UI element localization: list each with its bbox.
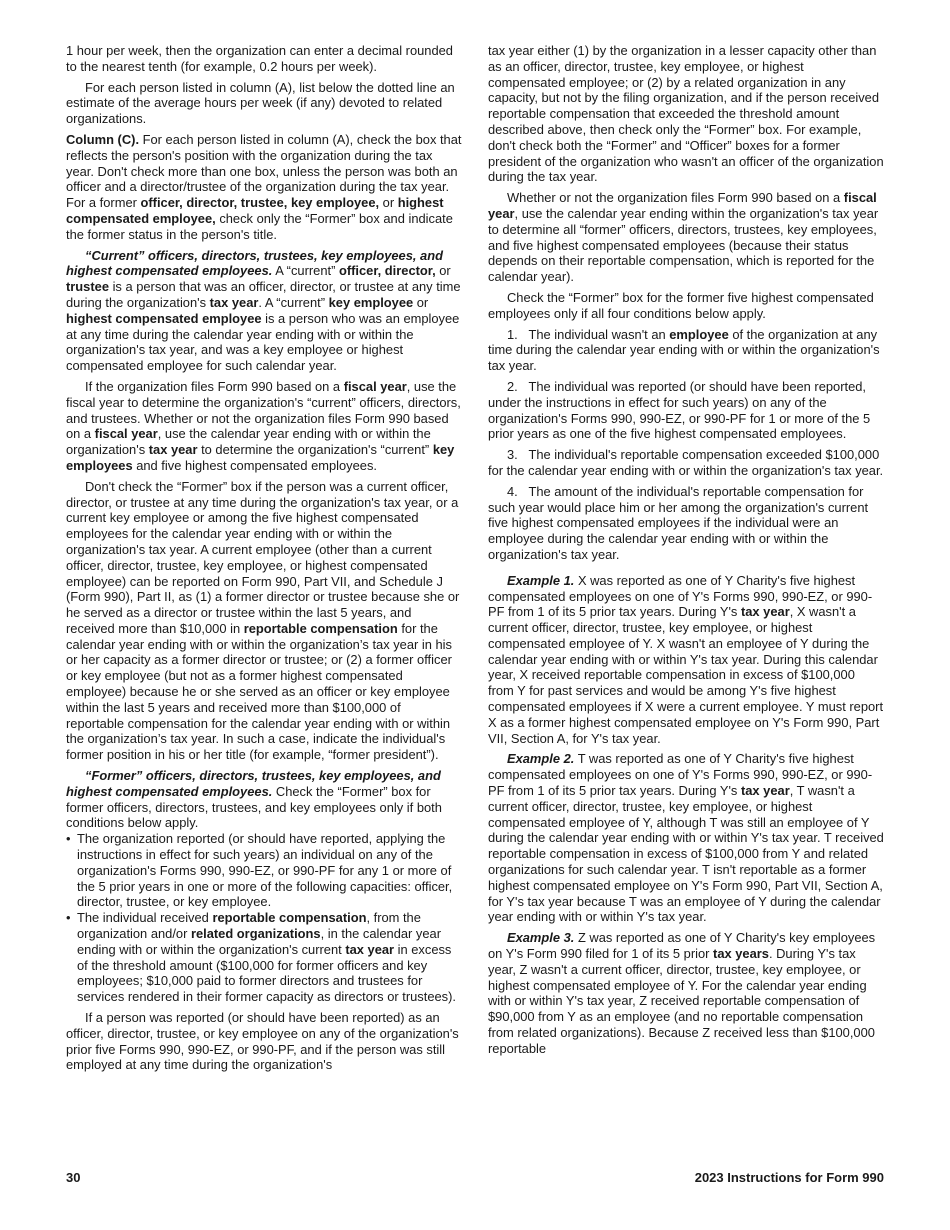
bullet-item — [66, 910, 462, 1005]
right-column — [488, 43, 884, 1062]
text-run: A “current” — [272, 263, 339, 279]
text-run: Check the “Former” box for former officers, directors, trustees, and key employees only if both conditions below apply. — [66, 783, 442, 831]
condition-3: 3. The individual's reportable compensation exceeded $100,000 for the calendar year ending with or within the organization's tax year. — [488, 447, 884, 478]
left-column — [66, 43, 462, 1078]
text-run: check only the “Former” box and indicate the former status in the person's title. — [66, 210, 453, 242]
term: tax year — [209, 294, 259, 310]
example-2 — [488, 751, 884, 925]
heading-former-officers: “Former” officers, directors, trustees, key employees, and highest compensated employees. — [66, 768, 441, 799]
condition-2: 2. The individual was reported (or should have been reported, under the instructions in effect for such years) on any of the organization's Forms 990, 990-EZ, or 990-PF for 1 or more of the 5 prior years as one of the five highest compensated employees. — [488, 378, 871, 442]
bullet-mark: • — [66, 910, 71, 926]
text-run: and five highest compensated employees. — [132, 457, 377, 473]
term: fiscal year — [343, 378, 407, 394]
term: key employee — [328, 294, 414, 310]
text-run: , use the calendar year ending with or within the organization's — [66, 426, 431, 458]
text-run: for the calendar year ending with or within the organization’s tax year in his or her capacity as a former director or trustee; or (2) a former officer or key employee (but not as a former highest compensated employee) because he or she served as an officer or key employee within the last 5 years and received more than $100,000 of reportable compensation for the calendar year ending with or within the organization’s tax year. In such a case, indicate the individual's former position in his or her title (for example, “former president”). — [66, 620, 452, 763]
heading-column-c: Column (C). — [66, 131, 140, 147]
term: key employees — [66, 442, 455, 473]
text-run: T was reported as one of Y Charity's five highest compensated employees on one of Y's Forms 990, 990-EZ, or 990-PF from 1 of its 5 prior tax years. During Y's — [488, 751, 873, 799]
example-heading: Example 2. — [507, 751, 575, 767]
term: fiscal year — [94, 426, 158, 442]
term: tax year — [148, 442, 198, 458]
bullet-text — [77, 910, 462, 1005]
condition-4: 4. The amount of the individual's reportable compensation for such year would place him or her among the organization's current five highest compensated employees if the individual were an employee during the calendar year ending with or within the organization's tax year. — [488, 483, 869, 562]
paragraph-current-officers — [66, 248, 462, 374]
text-run: For each person listed in column (A), check the box that reflects the person's position with the organization during the tax year. Don't check more than one box, unless the person was both an officer and a director/trustee of the organization during the tax year. For a former — [66, 131, 462, 211]
text-run: , X wasn't a current officer, director, trustee, key employee, or highest compensated employee of Y. X wasn't an employee of Y during the calendar year ending with or within Y's tax year. During this calendar year, X received reportable compensation in excess of $100,000 from Y for past services and would be among Y's five highest compensated employees if X were a current employee. Y must report X as a former highest compensated employee on Y's Form 990, Part VII, Section A, for Y's tax year. — [488, 604, 884, 746]
condition-1 — [488, 327, 884, 374]
term: fiscal year — [488, 190, 877, 221]
text-run: or — [379, 195, 398, 211]
example-heading: Example 1. — [507, 572, 575, 588]
bullet-text: The organization reported (or should have reported, applying the instructions in effect for such years) an individual on any of the organization's Forms 990, 990-EZ, or 990-PF for any 1 or more of the 5 prior years in one or more of the following capacities: officer, director, trustee, or key employee. — [77, 831, 453, 910]
paragraph-column-c — [66, 132, 462, 243]
example-heading: Example 3. — [507, 930, 575, 946]
text-run: , use the fiscal year to determine the organization's “current” officers, directors, and trustees. Whether or not the organization files Form 990 based on a — [66, 378, 461, 442]
term: reportable compensation — [212, 910, 367, 926]
text-run: , T wasn't a current officer, director, trustee, key employee, or highest compensated employee of Y, although T was still an employee of Y during the calendar year ending with or within Y's tax year. T received reportable compensation in excess of $100,000 from Y and related organizations for such calendar year. T isn't reportable as a former highest compensated employee on Y's Form 990, Part VII, Section A, for Y's tax year because T was an employee of Y during the calendar year ending with or within Y's tax year. — [488, 783, 884, 925]
footer-title: 2023 Instructions for Form 990 — [694, 1170, 884, 1185]
text-run: The individual received — [77, 910, 213, 926]
heading-current-officers: “Current” officers, directors, trustees, key employees, and highest compensated employees. — [66, 247, 443, 279]
paragraph-former-box — [66, 479, 462, 763]
text-run: X was reported as one of Y Charity's five highest compensated employees on one of Y's Forms 990, 990-EZ, or 990-PF from 1 of its 5 prior tax years. During Y's — [488, 572, 873, 620]
term: reportable compensation — [243, 620, 398, 636]
term: tax year — [740, 604, 790, 620]
text-run: in excess of the threshold amount ($100,000 for former officers and key employees; $10,000 paid to former directors and trustees for services rendered in their former capacity as directors or trustees). — [77, 941, 456, 1005]
paragraph-fiscal-year — [66, 379, 462, 474]
text-run: Whether or not the organization files Form 990 based on a — [507, 190, 844, 206]
text-run: . A “current” — [258, 294, 329, 310]
text-run: If the organization files Form 990 based on a — [85, 378, 344, 394]
term: trustee — [66, 279, 109, 295]
text-run: Z was reported as one of Y Charity's key employees on Y's Form 990 filed for 1 of its 5 prior — [488, 930, 876, 962]
text-run: or — [413, 294, 429, 310]
term: tax year — [345, 941, 395, 957]
paragraph-former-officers — [66, 768, 462, 831]
bullet-item — [66, 831, 462, 910]
text-run: , in the calendar year ending with or within the organization's current — [77, 926, 441, 957]
paragraph: If a person was reported (or should have been reported) as an officer, director, trustee, or key employee on any of the organization's prior five Forms 990, 990-EZ, or 990-PF, and if the person was still employed at any time during the organization's — [66, 1010, 459, 1073]
paragraph: For each person listed in column (A), list below the dotted line an estimate of the average hours per week (if any) devoted to related organizations. — [66, 79, 455, 127]
paragraph: Check the “Former” box for the former five highest compensated employees only if all four conditions below apply. — [488, 289, 874, 321]
text-run: is a person that was an officer, director, or trustee at any time during the organization's — [66, 279, 461, 310]
text-run: , from the organization and/or — [77, 910, 421, 942]
term: officer, director, — [338, 263, 436, 279]
term: tax years — [713, 946, 769, 962]
text-run: of the organization at any time during the calendar year ending with or within the organization's tax year. — [488, 326, 880, 374]
bullet-mark: • — [66, 831, 71, 847]
term: employee — [669, 326, 729, 342]
example-1 — [488, 573, 884, 747]
text-run: , use the calendar year ending within the organization's tax year to determine all “former” officers, directors, trustees, key employees, and five highest compensated employees (because their status depends on their reportable compensation, which is reported for the calendar year). — [488, 205, 879, 285]
example-3 — [488, 930, 884, 1056]
text-run: Don't check the “Former” box if the person was a current officer, director, or trustee at any time during the organization's tax year, or a current key employee or among the five highest compensated employees for the calendar year ending with or within the organization's tax year. A current employee (other than a current officer, director, trustee, key employee, or highest compensated employee) can be reported on Form 990, Part VII, and Schedule J (Form 990), Part II, as (1) a former director or trustee because she or he served as a director or trustee within the last 5 years, and received more than $10,000 in — [66, 478, 460, 636]
text-run: 1. The individual wasn't an — [507, 326, 670, 342]
paragraph: 1 hour per week, then the organization can enter a decimal rounded to the nearest tenth (for example, 0.2 hours per week). — [66, 43, 453, 74]
text-run: or — [435, 263, 451, 279]
term: tax year — [740, 783, 790, 799]
term: highest compensated employee, — [66, 195, 444, 226]
paragraph-calendar-year — [488, 190, 884, 285]
term: officer, director, trustee, key employee, — [140, 195, 380, 211]
paragraph: tax year either (1) by the organization in a lesser capacity other than as an officer, director, trustee, key employee, or highest compensated employee; or (2) by a related organization in any capacity, but not by the filing organization, and if the person received reportable compensation that exceeded the threshold amount described above, then check only the “Former” box. For example, don't check both the “Former” and “Officer” boxes for a former president of the organization who wasn't an officer of the organization during the tax year. — [488, 43, 884, 185]
text-run: is a person who was an employee at any time during the calendar year ending with or within the organization's tax year, and was a key employee or highest compensated employee for such calendar year. — [66, 310, 460, 374]
text-run: to determine the organization's “current” — [197, 442, 433, 458]
text-run: . During Y's tax year, Z wasn't a current officer, director, trustee, key employee, or highest compensated employee of Y. For the calendar year ending with or within Y's tax year, Z received reportable compensation of $90,000 from Y as an employee (and no reportable compensation from related organizations). Because Z received less than $100,000 reportable — [488, 946, 875, 1056]
term: related organizations — [190, 926, 321, 942]
page-number: 30 — [66, 1170, 81, 1185]
term: highest compensated employee — [66, 310, 262, 326]
